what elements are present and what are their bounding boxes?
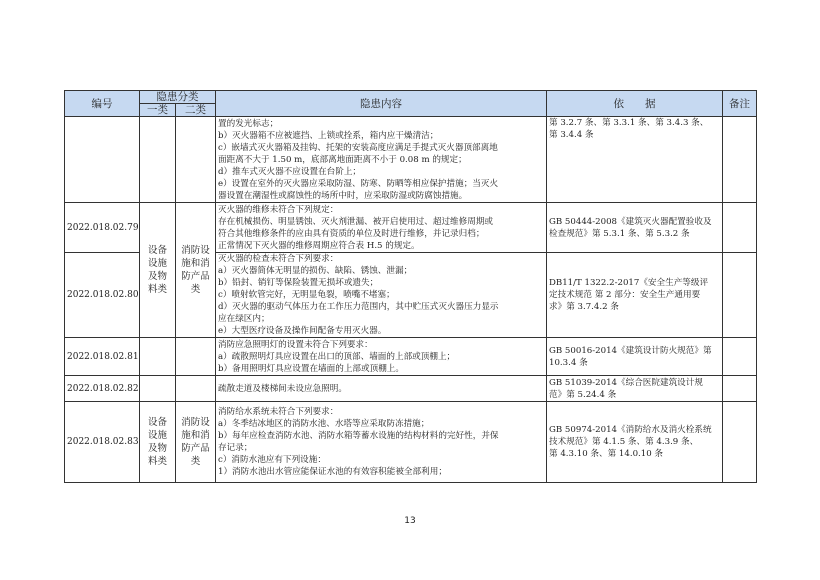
note-cell (723, 402, 757, 483)
cat1-cell (140, 402, 176, 483)
note-cell (723, 253, 757, 338)
table-row (65, 203, 757, 253)
content-line: 置的发光标志； (218, 118, 279, 129)
content-line: 1）消防水池出水管应能保证水池的有效容积能被全部利用； (218, 467, 447, 477)
content-cell (216, 203, 547, 253)
cat2-line: 消防设 (181, 417, 210, 428)
content-line: 存在机械损伤、明显锈蚀、灭火剂泄漏、被开启使用过、超过维修周期或 (218, 216, 494, 227)
row-id: 2022.018.02.80 (65, 253, 140, 338)
header-basis: 依 据 (547, 91, 723, 117)
content-line: 消防应急照明灯的设置未符合下列要求： (218, 339, 373, 350)
note-cell (723, 338, 757, 376)
note-cell (723, 376, 757, 402)
cat1-line: 设施 (147, 430, 167, 441)
content-line: 灭火器的检查未符合下列要求： (218, 254, 339, 264)
basis-cell (547, 203, 723, 253)
cat1-line: 及物 (147, 271, 167, 282)
content-line: e）设置在室外的灭火器应采取防湿、防寒、防晒等相应保护措施；当灭火 (218, 178, 499, 189)
cat1-cell (140, 376, 176, 402)
cat1-cell (140, 117, 176, 203)
header-cat2: 二类 (176, 104, 216, 117)
cat1-line: 设备 (147, 245, 167, 256)
content-line: 存记录； (218, 443, 253, 453)
header-note: 备注 (723, 91, 757, 117)
basis-line: GB 50016-2014《建筑设计防火规范》第 (549, 345, 712, 356)
cat2-line: 类 (190, 284, 201, 295)
row-id: 2022.018.02.79 (65, 203, 140, 253)
table-row (65, 376, 757, 402)
row-id: 2022.018.02.81 (65, 338, 140, 376)
content-line: 灭火器的维修未符合下列规定： (218, 204, 339, 215)
header-category: 隐患分类 (140, 91, 216, 104)
cat2-cell (176, 203, 216, 338)
basis-line: 技术规范》第 4.1.5 条、第 4.3.9 条、 (549, 437, 699, 447)
content-cell (216, 402, 547, 483)
content-cell (216, 338, 547, 376)
hazard-table (64, 90, 757, 483)
cat2-cell (176, 402, 216, 483)
basis-line: GB 51039-2014《综合医院建筑设计规 (549, 377, 703, 388)
row-id (65, 117, 140, 203)
cat1-line: 料类 (147, 456, 167, 467)
content-cell (216, 253, 547, 338)
cat2-line: 防产品 (181, 271, 210, 282)
basis-line: 求》第 3.7.4.2 条 (549, 302, 619, 312)
row-id: 2022.018.02.83 (65, 402, 140, 483)
cat1-cell (140, 338, 176, 376)
table-row (65, 338, 757, 376)
content-line: 正常情况下灭火器的维修周期应符合表 H.5 的规定。 (218, 240, 420, 251)
header-cat1: 一类 (140, 104, 176, 117)
content-line: b）备用照明灯具应设置在墙面的上部或顶棚上。 (218, 363, 404, 374)
content-line: d）灭火器的驱动气体压力在工作压力范围内，其中贮压式灭火器压力显示 (218, 302, 499, 312)
basis-line: 范》第 5.24.4 条 (549, 389, 617, 400)
cat2-line: 消防设 (181, 245, 210, 256)
cat2-line: 防产品 (181, 443, 210, 454)
cat2-cell (176, 338, 216, 376)
cat1-cell (140, 203, 176, 338)
table-row (65, 402, 757, 483)
content-line: 器设置在潮湿性或腐蚀性的场所中时，应采取防湿或防腐蚀措施。 (218, 190, 468, 201)
basis-line: DB11/T 1322.2-2017《安全生产等级评 (549, 278, 709, 288)
basis-cell (547, 117, 723, 203)
basis-line: 第 3.2.7 条、第 3.3.1 条、第 3.4.3 条、 (549, 118, 709, 128)
basis-cell (547, 376, 723, 402)
header-content: 隐患内容 (216, 91, 547, 117)
cat2-cell (176, 117, 216, 203)
content-line: a）灭火器简体无明显的损伤、缺陷、锈蚀、泄漏； (218, 266, 413, 276)
content-line: d）推车式灭火器不应设置在台阶上； (218, 166, 362, 177)
cat2-line: 施和消 (181, 258, 210, 269)
cat1-line: 及物 (147, 443, 167, 454)
cat1-line: 料类 (147, 284, 167, 295)
content-line: 应在绿区内； (218, 314, 270, 324)
header-id: 编号 (65, 91, 140, 117)
table-row (65, 117, 757, 203)
content-cell (216, 117, 547, 203)
note-cell (723, 203, 757, 253)
content-line: c）消防水池应有下列设施： (218, 455, 326, 465)
basis-line: 检查规范》第 5.3.1 条、第 5.3.2 条 (549, 228, 690, 239)
content-cell (216, 376, 547, 402)
cat1-line: 设施 (147, 258, 167, 269)
row-id: 2022.018.02.82 (65, 376, 140, 402)
basis-line: 第 4.3.10 条、第 14.0.10 条 (549, 449, 664, 459)
content-line: 符合其他维修条件的应由具有资质的单位及时进行维修，并记录归档； (218, 228, 485, 239)
cat2-line: 施和消 (181, 430, 210, 441)
content-line: c）嵌墙式灭火器箱及挂钩、托架的安装高度应满足手提式灭火器顶部离地 (218, 142, 498, 153)
note-cell (723, 117, 757, 203)
content-line: b）铅封、销钉等保险装置无损坏或遗失； (218, 278, 379, 288)
basis-cell (547, 253, 723, 338)
content-line: a）冬季结冰地区的消防水池、水塔等应采取防冻措施； (218, 419, 430, 429)
basis-cell (547, 338, 723, 376)
basis-line: 10.3.4 条 (549, 357, 588, 368)
basis-line: 第 3.4.4 条 (549, 130, 594, 140)
basis-cell (547, 402, 723, 483)
content-line: e）大型医疗设备及操作间配备专用灭火器。 (218, 326, 387, 336)
cat2-cell (176, 376, 216, 402)
basis-line: 定技术规范 第 2 部分：安全生产通用要 (549, 290, 701, 300)
content-line: a）疏散照明灯具应设置在出口的顶部、墙面的上部或顶棚上； (218, 351, 456, 362)
content-line: 面距离不大于 1.50 m，底部离地面距离不小于 0.08 m 的规定； (218, 154, 467, 165)
content-line: 疏散走道及楼梯间未设应急照明。 (218, 383, 347, 394)
page-number: 13 (404, 516, 416, 526)
cat2-line: 类 (190, 456, 201, 467)
content-line: b）每年应检查消防水池、消防水箱等蓄水设施的结构材料的完好性，并保 (218, 431, 499, 441)
content-line: c）喷射软管完好，无明显龟裂，喷嘴不堵塞； (218, 290, 395, 300)
content-line: b）灭火器箱不应被遮挡、上锁或拴系，箱内应干燥清洁； (218, 130, 439, 141)
table-header-row (65, 91, 757, 104)
content-line: 消防给水系统未符合下列要求： (218, 407, 339, 417)
basis-line: GB 50974-2014《消防给水及消火栓系统 (549, 425, 712, 435)
cat1-line: 设备 (147, 417, 167, 428)
basis-line: GB 50444-2008《建筑灭火器配置验收及 (549, 216, 712, 227)
